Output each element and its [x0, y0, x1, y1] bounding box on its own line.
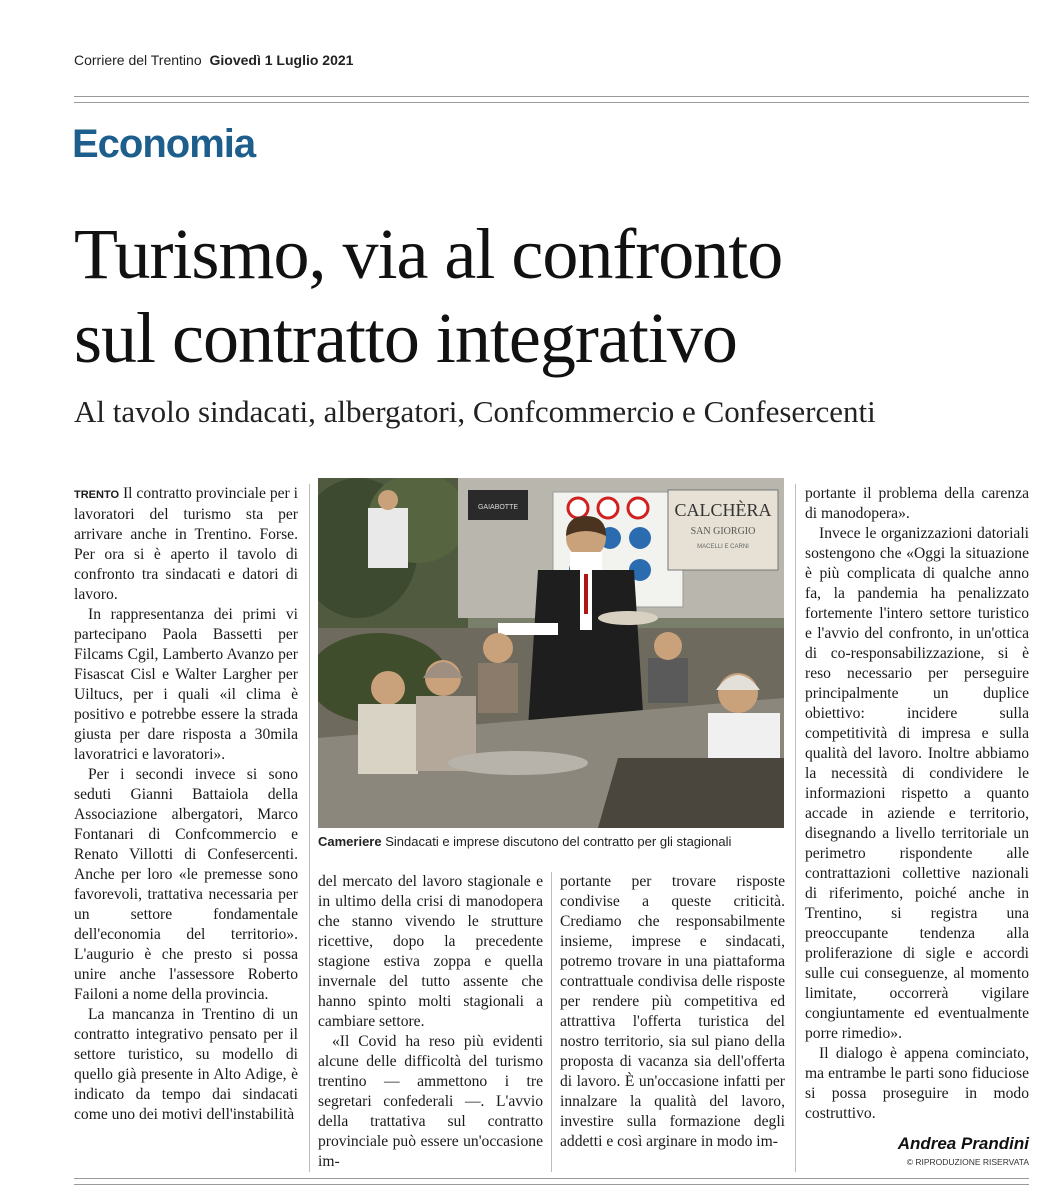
- photo-illustration: [318, 478, 784, 828]
- article-column-3: [560, 872, 785, 1172]
- paragraph: portante per trovare risposte condivise a queste criticità. Crediamo che responsabilmente insieme, imprese e sindacati, potremo trovare in una piattaforma contrattuale condivisa delle risposte per rendere più competitiva ed attrattiva l'offerta turistica del nostro territorio, sia sul piano della proposta di vacanza sia dell'offerta di lavoro. È un'occasione infatti per innalzare la qualità del lavoro, investire sulla formazione degli addetti e così arginare in modo im-: [560, 873, 785, 1150]
- svg-text:CALCHÈRA: CALCHÈRA: [674, 500, 772, 520]
- headline-line-2: sul contratto integrativo: [74, 298, 737, 378]
- article-photo: [318, 478, 784, 828]
- svg-text:SAN GIORGIO: SAN GIORGIO: [690, 526, 756, 537]
- paragraph: del mercato del lavoro stagionale e in ultimo della crisi di manodopera che stanno vivendo le strutture ricettive, dopo la precedente stagione estiva zoppa e quella invernale del tutto assente che hanno spinto molti stagionali a cambiare settore.: [318, 873, 543, 1030]
- section-title: Economia: [72, 122, 256, 166]
- page-header: [74, 52, 353, 68]
- paragraph: In rappresentanza dei primi vi partecipano Paola Bassetti per Filcams Cgil, Lamberto Avanzo per Fisascat Cisl e Walter Largher per Uiltucs, per i quali «il clima è positivo e potrebbe essere la strada giusta per dare risposta a 30mila lavoratrici e lavoratori».: [74, 606, 298, 763]
- paragraph: [74, 484, 298, 605]
- author-byline: Andrea Prandini: [897, 1134, 1029, 1153]
- paragraph: La mancanza in Trentino di un contratto integrativo pensato per il settore turistico, su modello di quello già presente in Alto Adige, è indicato da tempo dai sindacati come uno dei motivi dell'instabilità: [74, 1006, 298, 1123]
- subheadline: Al tavolo sindacati, albergatori, Confcommercio e Confesercenti: [74, 394, 876, 429]
- top-divider: [74, 96, 1029, 103]
- column-divider: [551, 872, 552, 1172]
- headline: [74, 212, 1029, 380]
- article-column-4: [805, 484, 1029, 1134]
- article-column-1: [74, 484, 298, 1174]
- paragraph: Il dialogo è appena cominciato, ma entrambe le parti sono fiduciose si possa proseguire in modo costruttivo.: [805, 1045, 1029, 1122]
- svg-text:GAIABOTTE: GAIABOTTE: [477, 504, 519, 511]
- publication-name: Corriere del Trentino: [74, 52, 202, 68]
- headline-line-1: Turismo, via al confronto: [74, 214, 783, 294]
- column-divider: [309, 484, 310, 1172]
- caption-label: Cameriere: [318, 834, 382, 849]
- paragraph: Per i secondi invece si sono seduti Gianni Battaiola della Associazione albergatori, Marco Fontanari di Confcommercio e Renato Villotti di Confesercenti. Anche per loro «le premesse sono favorevoli, trattativa necessaria per un settore fondamentale dell'economia del territorio». L'augurio è che presto si possa unire anche l'assessore Roberto Failoni a nome della provincia.: [74, 766, 298, 1003]
- publication-date: Giovedì 1 Luglio 2021: [209, 52, 354, 68]
- bottom-divider: [74, 1178, 1029, 1185]
- paragraph: «Il Covid ha reso più evidenti alcune delle difficoltà del turismo trentino — ammettono i tre segretari confederali —. L'avvio della trattativa sul contratto provinciale può essere un'occasione im-: [318, 1033, 543, 1170]
- caption-text: Sindacati e imprese discutono del contratto per gli stagionali: [385, 834, 732, 849]
- paragraph-text: Il contratto provinciale per i lavoratori del turismo sta per arrivare anche in Trentino. Forse. Per ora si è aperto il tavolo di confronto tra sindacati e datori di lavoro.: [74, 485, 298, 603]
- column-divider: [795, 484, 796, 1172]
- rights-notice: © RIPRODUZIONE RISERVATA: [906, 1157, 1029, 1167]
- paragraph: Invece le organizzazioni datoriali sostengono che «Oggi la situazione è più complicata di qualche anno fa, la pandemia ha penalizzato fortemente l'intero settore turistico e l'avvio del confronto, in un'ottica di co-responsabilizzazione, si è reso necessario per perseguire principalmente un duplice obiettivo: incidere sulla competitività di impresa e sulla qualità del lavoro. Inoltre abbiamo la necessità di condividere le informazioni rispetto a quanto accade in aziende e territorio, disegnando a livello territoriale un perimetro rispondente alle contrattazioni collettive nazionali di riferimento, poiché anche in Trentino, si registra una preoccupante tendenza alla proliferazione di sigle e accordi sulle cui conseguenze, al momento limitate, occorrerà vigilare congiuntamente ed eventualmente porre rimedio».: [805, 525, 1029, 1042]
- svg-text:MACELLI E CARNI: MACELLI E CARNI: [697, 544, 749, 550]
- dateline: TRENTO: [74, 489, 120, 501]
- paragraph: portante il problema della carenza di manodopera».: [805, 485, 1029, 522]
- photo-caption: [318, 834, 788, 849]
- article-column-2: [318, 872, 543, 1172]
